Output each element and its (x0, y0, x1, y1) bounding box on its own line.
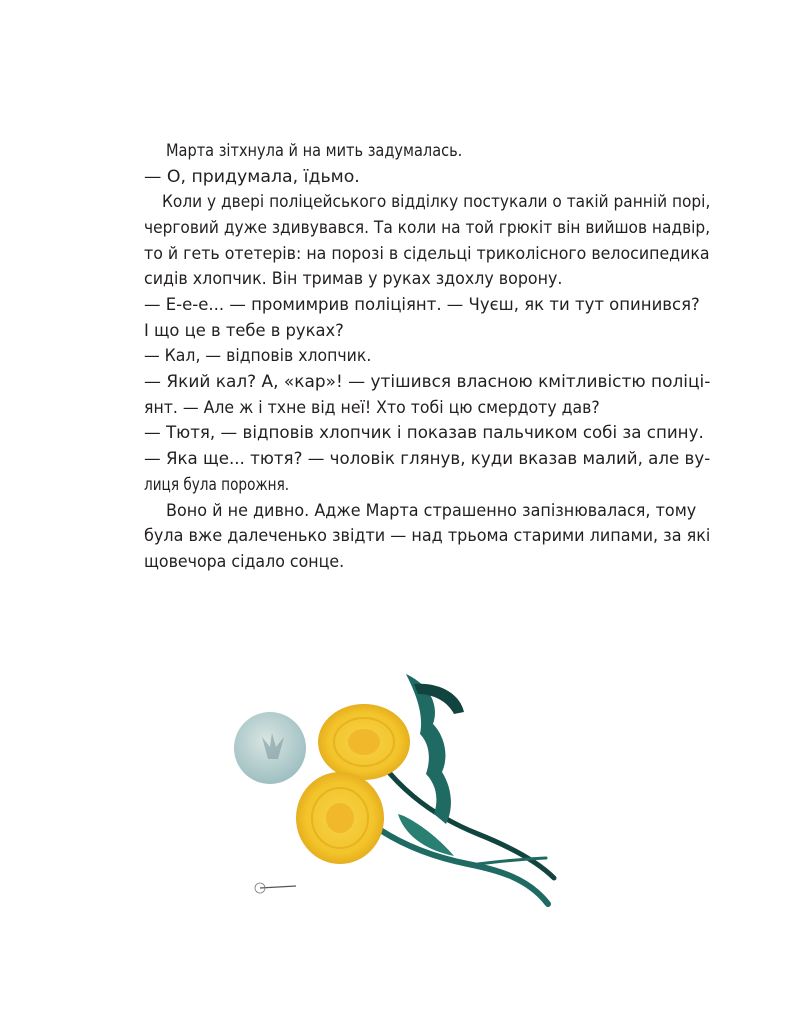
paragraph-line: янт. — Але ж і тхне від неї! Хто тобі цю смердоту дав? (144, 398, 600, 418)
paragraph-line: лиця була порожня. (144, 475, 290, 495)
paragraph-line: — Тютя, — відповів хлопчик і показав пальчиком собі за спину. (144, 423, 704, 443)
paragraph-line: І що це в тебе в руках? (144, 321, 344, 341)
paragraph-line: Воно й не дивно. Адже Марта страшенно запізнювалася, тому (166, 501, 697, 521)
dandelion-seed (255, 883, 296, 893)
paragraph-line: то й геть отетерів: на порозі в сідельці триколісного велосипедика (144, 244, 710, 264)
paragraph-line: — Е-е-е... — промимрив поліціянт. — Чуєш, як ти тут опинився? (144, 295, 700, 315)
paragraph-line: щовечора сідало сонце. (144, 552, 345, 572)
paragraph-line: — Яка ще... тютя? — чоловік глянув, куди вказав малий, але ву- (144, 449, 711, 469)
paragraph-line: черговий дуже здивувався. Та коли на той грюкіт він вийшов надвір, (144, 218, 711, 238)
dandelion-flower-bottom (296, 772, 384, 864)
paragraph-line: — Кал, — відповів хлопчик. (144, 346, 372, 366)
paragraph-line: — О, придумала, їдьмо. (144, 167, 360, 187)
dandelion-illustration (228, 664, 568, 924)
paragraph-line: — Який кал? А, «кар»! — утішився власною кмітливістю поліці- (144, 372, 711, 392)
paragraph-line: Марта зітхнула й на мить задумалась. (166, 141, 463, 161)
dandelion-flower-top (318, 704, 410, 780)
paragraph-line: Коли у двері поліцейського відділку постукали о такій ранній порі, (162, 192, 711, 212)
paragraph-line: сидів хлопчик. Він тримав у руках здохлу ворону. (144, 269, 563, 289)
paragraph-line: була вже далеченько звідти — над трьома старими липами, за які (144, 526, 711, 546)
